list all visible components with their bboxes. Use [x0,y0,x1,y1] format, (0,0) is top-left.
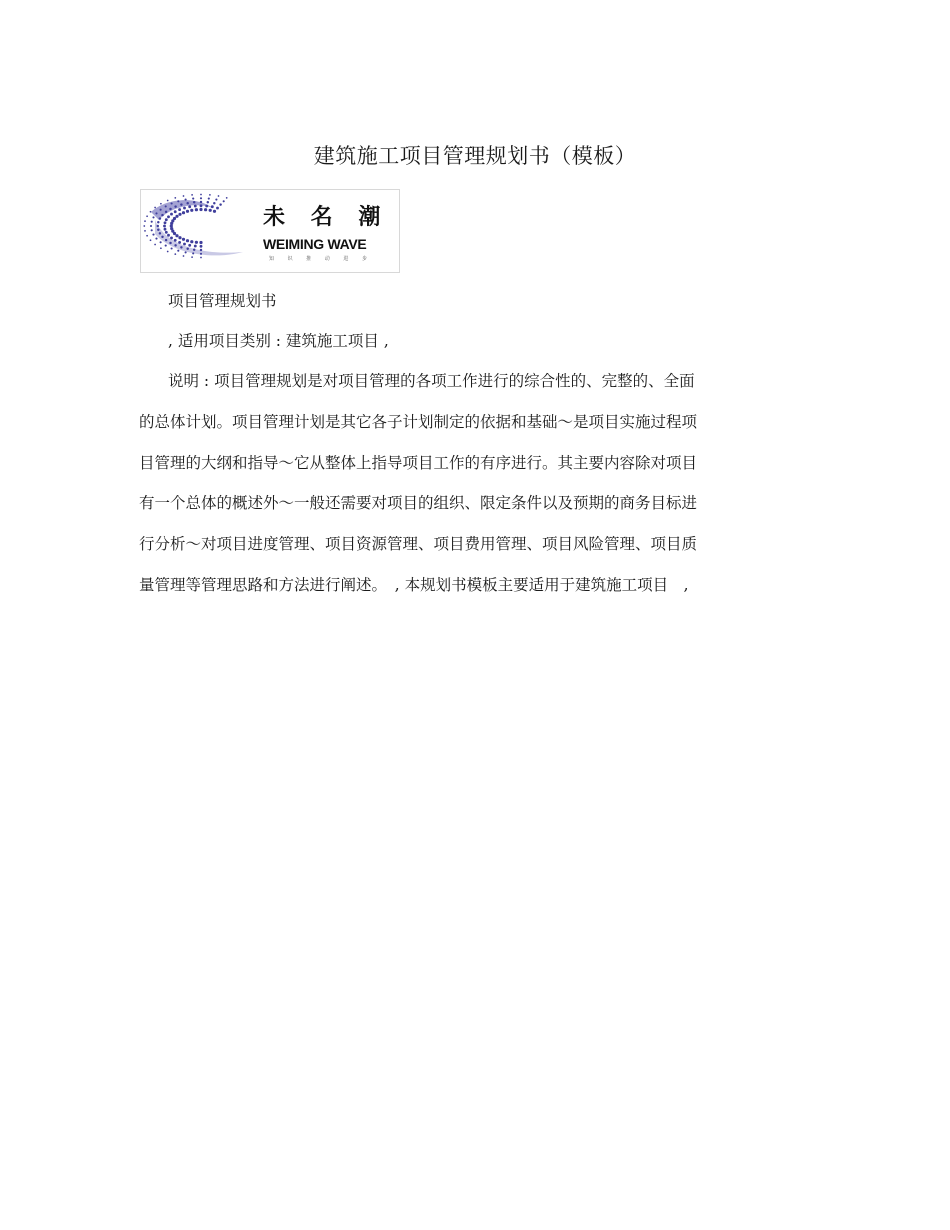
logo-dot [151,221,153,223]
logo-dot [165,239,167,241]
logo-dot [152,234,154,236]
section-heading: 项目管理规划书 [168,292,277,310]
logo-dot [223,200,225,202]
logo-dot [173,217,176,220]
logo-dot [178,213,181,216]
logo-dot [199,241,202,244]
description-line: 行分析～对项目进度管理、项目资源管理、项目费用管理、项目风险管理、项目质 [139,535,698,553]
logo-dot [157,225,159,227]
logo-dot [174,239,177,242]
logo-dot [200,197,202,199]
logo-dot [167,200,169,202]
logo-dot [178,241,181,244]
logo-dot [219,203,221,205]
logo-dot [146,235,148,237]
logo-dot [218,195,220,197]
logo-dot [164,221,167,224]
logo-dot [161,236,163,238]
logo-dot [169,208,171,210]
logo-dot [178,208,181,211]
logo-dot [193,248,195,250]
logo-dot [169,242,171,244]
logo-dot [167,234,170,237]
logo-dot [200,204,203,207]
logo-dot [151,229,153,231]
logo-dot [194,245,197,248]
logo-dot [193,201,195,203]
logo-dot [171,247,173,249]
logo-dot [200,201,202,203]
logo-dot [165,231,168,234]
logo-dot [161,214,163,216]
logo-dot [167,251,169,253]
logo-dot [190,209,193,212]
logo-dot [180,203,182,205]
logo-dot [215,199,217,201]
logo-dot [213,210,216,213]
logo-dot [177,250,179,252]
logo-dot [216,207,219,210]
logo-dot [213,202,215,204]
logo-dot [163,225,166,228]
logo-dot [200,245,203,248]
logo-dot [204,208,207,211]
logo-english-name: WEIMING WAVE [263,236,367,252]
logo-dot [191,194,193,196]
company-logo [140,189,400,273]
logo-dot [186,248,188,250]
logo-dot [188,205,191,208]
logo-dot [186,202,188,204]
logo-dot [165,211,167,213]
logo-dot [174,244,176,246]
logo-dot [160,247,162,249]
logo-dot [200,253,202,255]
logo-dot [183,207,186,210]
logo-dot [165,245,167,247]
logo-dot [160,241,162,243]
logo-dot [177,200,179,202]
logo-dot [152,216,154,218]
logo-dot [183,255,185,257]
description-line: 说明 : 项目管理规划是对项目管理的各项工作进行的综合性的、完整的、全面 [168,372,695,390]
logo-dot [208,198,210,200]
logo-dot [146,215,148,217]
logo-dot [185,251,187,253]
logo-chinese-name: 未 名 潮 [263,205,390,230]
logo-dot [174,205,176,207]
logo-dot [183,195,185,197]
logo-dot [154,207,156,209]
description-line: 量管理等管理思路和方法进行阐述。 , 本规划书模板主要适用于建筑施工项目 , [139,576,689,594]
logo-dot [150,211,152,213]
logo-dot [186,239,189,242]
logo-dot [200,257,202,259]
logo-dot [175,234,178,237]
logo-dot [157,229,159,231]
logo-dot [209,209,212,212]
logo-dot [157,221,159,223]
logo-dot [159,232,161,234]
logo-dot [178,236,181,239]
logo-dot [154,244,156,246]
logo-dot [226,197,228,199]
logo-dot [170,236,173,239]
logo-dot [191,256,193,258]
logo-dot [150,239,152,241]
logo-tagline: 知 识 推 动 进 步 [269,256,373,262]
logo-dot [171,202,173,204]
logo-dot [195,241,198,244]
logo-dot [200,249,202,251]
logo-dot [174,253,176,255]
logo-dot [186,210,189,213]
logo-dot [190,240,193,243]
document-title: 建筑施工项目管理规划书（模板） [313,144,637,168]
logo-dot [211,205,214,208]
logo-dot [144,230,146,232]
logo-dot [192,198,194,200]
description-line: 有一个总体的概述外～一般还需要对项目的组织、限定条件以及预期的商务目标进 [139,494,698,512]
logo-dot [167,215,170,218]
description-line: 目管理的大纲和指导～它从整体上指导项目工作的有序进行。其主要内容除对项目 [139,454,698,472]
logo-dot [195,208,198,211]
logo-dot [200,194,202,196]
logo-dot [185,199,187,201]
logo-dot [209,194,211,196]
logo-dot [192,252,194,254]
logo-dot [188,244,191,247]
description-line: 的总体计划。项目管理计划是其它各子计划制定的依据和基础～是项目实施过程项 [139,413,698,431]
wave-swirl-icon [141,190,261,272]
logo-dot [164,228,167,231]
logo-dot [175,215,178,218]
logo-dot [150,225,152,227]
logo-dot [155,212,157,214]
logo-dot [165,218,168,221]
logo-dot [194,205,197,208]
logo-dot [183,243,186,246]
logo-dot [199,208,202,211]
logo-dot [144,220,146,222]
logo-dot [182,211,185,214]
logo-dot [155,238,157,240]
logo-dot [165,205,167,207]
logo-dot [180,246,182,248]
category-line: , 适用项目类别 : 建筑施工项目 , [168,332,389,350]
logo-dot [170,213,173,216]
logo-dot [160,209,162,211]
logo-dot [174,197,176,199]
logo-dot [174,210,177,213]
logo-dot [207,201,209,203]
logo-dot [160,203,162,205]
logo-dot [205,205,208,208]
logo-dot [182,238,185,241]
logo-dot [143,225,145,227]
logo-dot [159,217,161,219]
